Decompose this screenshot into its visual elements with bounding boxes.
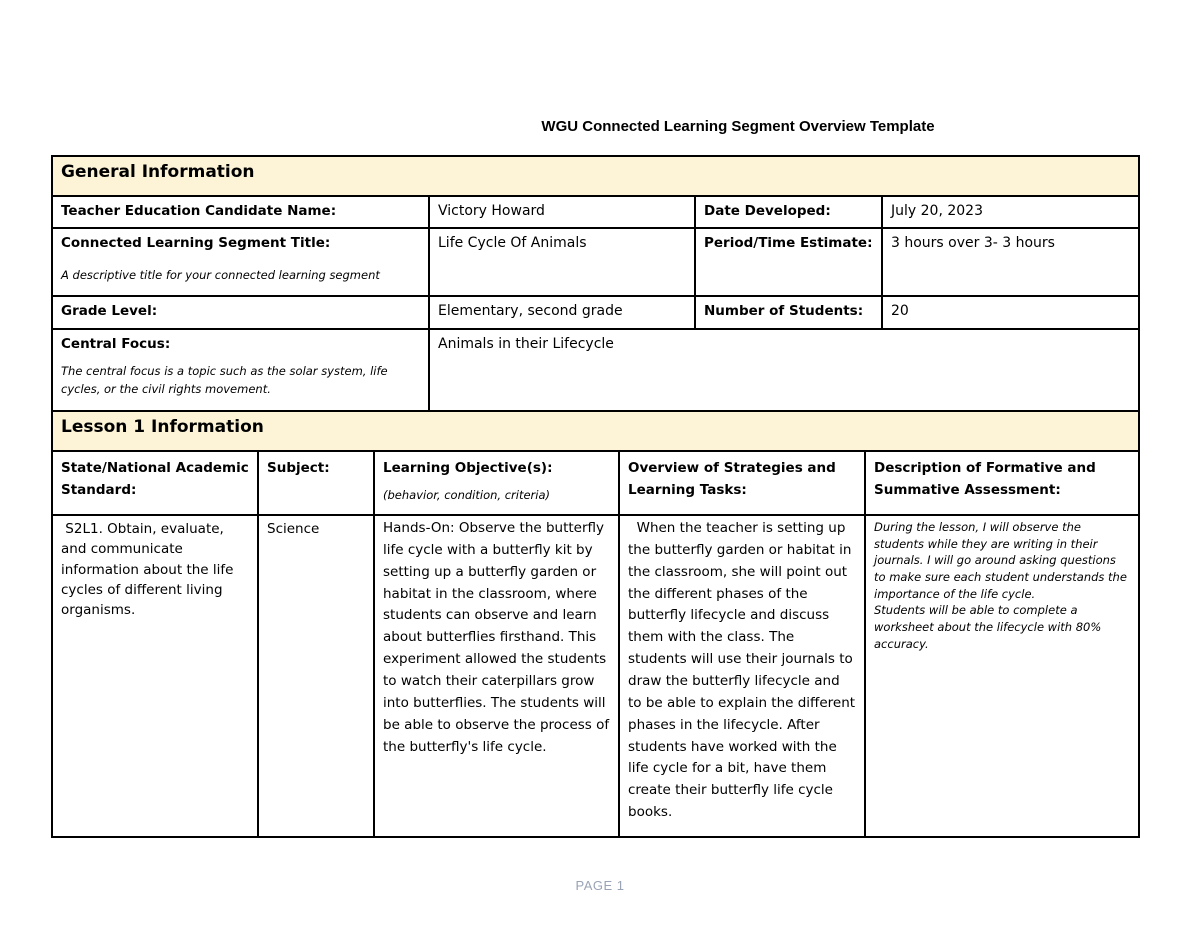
central-focus-cell bbox=[52, 329, 429, 411]
objective-header-cell bbox=[374, 451, 619, 515]
objective-hint: (behavior, condition, criteria) bbox=[383, 487, 550, 502]
standard-header: State/National Academic Standard: bbox=[52, 451, 258, 515]
central-focus-value: Animals in their Lifecycle bbox=[429, 329, 1139, 411]
date-label: Date Developed: bbox=[695, 196, 882, 228]
grade-level-value: Elementary, second grade bbox=[429, 296, 695, 329]
segment-title-hint: A descriptive title for your connected learning segment bbox=[61, 267, 380, 282]
date-value: July 20, 2023 bbox=[882, 196, 1139, 228]
candidate-label: Teacher Education Candidate Name: bbox=[52, 196, 429, 228]
general-information-table bbox=[51, 155, 1140, 412]
central-focus-label: Central Focus: bbox=[61, 336, 171, 352]
time-estimate-value: 3 hours over 3- 3 hours bbox=[882, 228, 1139, 296]
strategies-cell: When the teacher is setting up the butterfly garden or habitat in the classroom, she will point out the different phases of the butterfly lifecycle and discuss them with the class. The students will use their journals to draw the butterfly lifecycle and to be able to explain the different phases in the lifecycle. After students have worked with the life cycle for a bit, have them create their butterfly life cycle books. bbox=[619, 515, 865, 837]
subject-cell: Science bbox=[258, 515, 374, 837]
students-label: Number of Students: bbox=[695, 296, 882, 329]
page-footer: PAGE 1 bbox=[575, 878, 625, 893]
objective-header: Learning Objective(s): bbox=[383, 460, 553, 476]
time-estimate-label: Period/Time Estimate: bbox=[695, 228, 882, 296]
lesson-information-heading: Lesson 1 Information bbox=[52, 411, 1139, 451]
students-value: 20 bbox=[882, 296, 1139, 329]
general-information-heading: General Information bbox=[52, 156, 1139, 196]
assessment-formative: During the lesson, I will observe the students while they are writing in their journals. I will go around asking questions to make sure each student understands the importance of the life cycle. bbox=[874, 520, 1127, 601]
strategies-header: Overview of Strategies and Learning Tasks: bbox=[619, 451, 865, 515]
assessment-cell bbox=[865, 515, 1139, 837]
segment-title-cell bbox=[52, 228, 429, 296]
document-title: WGU Connected Learning Segment Overview Template bbox=[541, 118, 935, 135]
assessment-header: Description of Formative and Summative Assessment: bbox=[865, 451, 1139, 515]
grade-level-label: Grade Level: bbox=[52, 296, 429, 329]
segment-title-value: Life Cycle Of Animals bbox=[429, 228, 695, 296]
subject-header: Subject: bbox=[258, 451, 374, 515]
segment-title-label: Connected Learning Segment Title: bbox=[61, 235, 331, 251]
objective-cell: Hands-On: Observe the butterfly life cycle with a butterfly kit by setting up a butterfly garden or habitat in the classroom, where students can observe and learn about butterflies firsthand. This experiment allowed the students to watch their caterpillars grow into butterflies. The students will be able to observe the process of the butterfly's life cycle. bbox=[374, 515, 619, 837]
central-focus-hint: The central focus is a topic such as the solar system, life cycles, or the civil rights movement. bbox=[61, 363, 388, 396]
lesson-information-table bbox=[51, 410, 1140, 838]
assessment-summative: Students will be able to complete a worksheet about the lifecycle with 80% accuracy. bbox=[874, 603, 1102, 651]
candidate-value: Victory Howard bbox=[429, 196, 695, 228]
standard-cell: S2L1. Obtain, evaluate, and communicate information about the life cycles of different living organisms. bbox=[52, 515, 258, 837]
